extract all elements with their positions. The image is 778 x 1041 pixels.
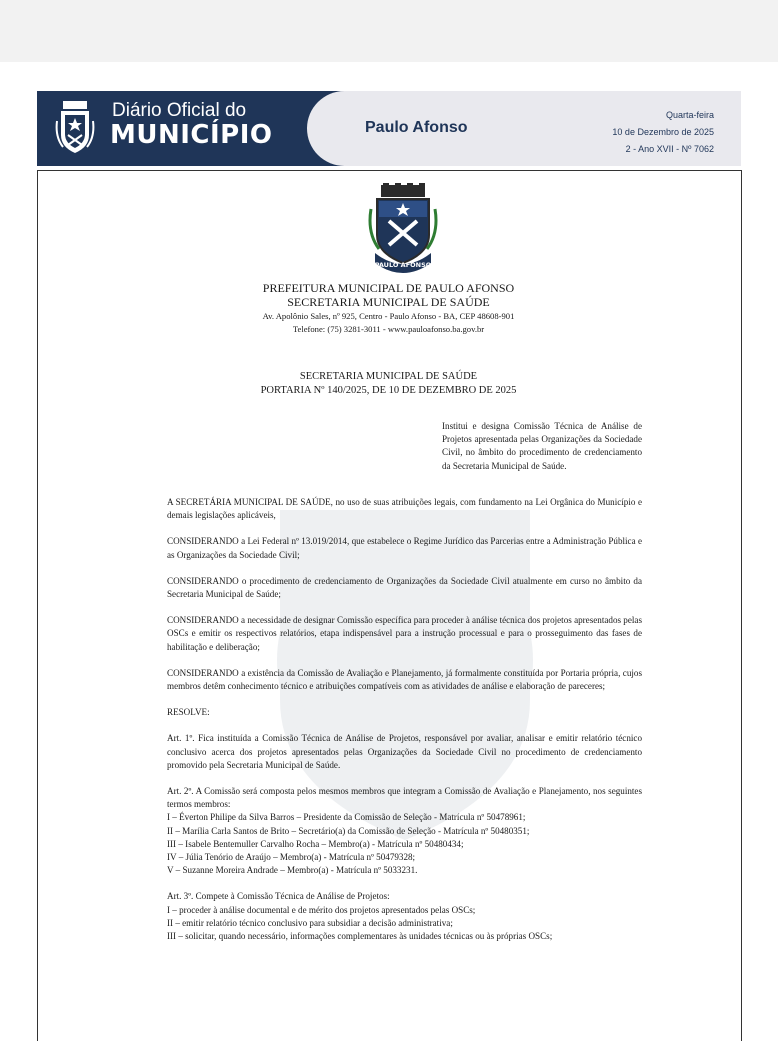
article-3 <box>167 890 642 943</box>
letterhead-line1: PREFEITURA MUNICIPAL DE PAULO AFONSO <box>262 281 515 295</box>
considerando-1: CONSIDERANDO a Lei Federal nº 13.019/2014, que estabelece o Regime Jurídico das Parcerias entre a Administração Pública e as Organizações da Sociedade Civil; <box>167 536 642 560</box>
resolve: RESOLVE: <box>167 707 210 718</box>
crest-label: PAULO AFONSO <box>374 261 432 269</box>
member-item: IV – Júlia Tenório de Araújo – Membro(a) - Matrícula nº 50479328; <box>167 852 416 863</box>
considerando-4: CONSIDERANDO a existência da Comissão de Avaliação e Planejamento, já formalmente constituída por Portaria própria, cujos membros detêm conhecimento técnico e atribuições compatíveis com as atividades de análise e elaboração de pareceres; <box>167 667 642 692</box>
member-item: III – Isabele Bentemuller Carvalho Rocha – Membro(a) - Matrícula nº 50480434; <box>167 838 464 849</box>
considerando-2: CONSIDERANDO o procedimento de credenciamento de Organizações da Sociedade Civil atualmente em curso no âmbito da Secretaria Municipal de Saúde; <box>167 575 642 600</box>
article-3-text: Art. 3º. Compete à Comissão Técnica de Análise de Projetos: <box>167 891 390 902</box>
considerando-3: CONSIDERANDO a necessidade de designar Comissão específica para proceder à análise técnica dos projetos apresentados pelas OSCs e emitir os respectivos relatórios, etapa indispensável para a instrução processual e para o prosseguimento das fases de habilitação e deliberação; <box>167 615 642 652</box>
letterhead-address: Av. Apolônio Sales, nº 925, Centro - Paulo Afonso - BA, CEP 48608-901 <box>262 311 515 321</box>
document-portaria-title: PORTARIA Nº 140/2025, DE 10 DE DEZEMBRO DE 2025 <box>260 385 517 396</box>
article-2-text: Art. 2º. A Comissão será composta pelos mesmos membros que integram a Comissão de Avaliação e Planejamento, nos seguintes termos membros: <box>167 786 642 810</box>
letterhead-line2: SECRETARIA MUNICIPAL DE SAÚDE <box>287 295 490 309</box>
preamble: A SECRETÁRIA MUNICIPAL DE SAÚDE, no uso de suas atribuições legais, com fundamento na Lei Orgânica do Município e demais legislações aplicáveis, <box>167 497 642 521</box>
city-name: Paulo Afonso <box>365 119 468 136</box>
member-item: V – Suzanne Moreira Andrade – Membro(a) - Matrícula nº 5033231. <box>167 865 418 876</box>
municipal-crest-icon <box>55 101 95 157</box>
portaria-body <box>167 496 642 956</box>
municipal-crest-icon <box>367 183 439 273</box>
edition-number: 2 - Ano XVII - Nº 7062 <box>625 144 714 154</box>
competence-item: III – solicitar, quando necessário, informações complementares às unidades técnicas ou às próprias OSCs; <box>167 931 553 942</box>
gazette-title-line1: Diário Oficial do <box>112 100 247 121</box>
gazette-title-line2: MUNICÍPIO <box>110 120 273 150</box>
portaria-summary: Institui e designa Comissão Técnica de Análise de Projetos apresentada pelas Organizações da Sociedade Civil, no âmbito do procedimento de credenciamento da Secretaria Municipal de Saúde. <box>442 421 642 471</box>
letterhead-phone: Telefone: (75) 3281-3011 - www.pauloafonso.ba.gov.br <box>292 324 485 334</box>
competence-item: II – emitir relatório técnico conclusivo para subsidiar a decisão administrativa; <box>167 917 453 928</box>
member-item: II – Marília Carla Santos de Brito – Secretário(a) da Comissão de Seleção - Matrícula nº 50480351; <box>167 825 530 836</box>
weekday: Quarta-feira <box>665 110 714 120</box>
edition-info <box>612 107 714 158</box>
gazette-header <box>37 91 741 166</box>
document-secretariat: SECRETARIA MUNICIPAL DE SAÚDE <box>299 371 478 382</box>
member-item: I – Éverton Philipe da Silva Barros – Presidente da Comissão de Seleção - Matrícula nº 50478961; <box>167 812 526 823</box>
browser-top-strip <box>0 0 778 62</box>
competence-item: I – proceder à análise documental e de mérito dos projetos apresentados pelas OSCs; <box>167 904 476 915</box>
article-2 <box>167 785 642 877</box>
issue-date: 10 de Dezembro de 2025 <box>612 127 714 137</box>
article-1: Art. 1º. Fica instituída a Comissão Técnica de Análise de Projetos, responsável por avaliar, analisar e emitir relatório técnico conclusivo acerca dos projetos apresentados pelas Organizações da Sociedade Civil no procedimento de credenciamento promovido pela Secretaria Municipal de Saúde. <box>167 733 642 770</box>
